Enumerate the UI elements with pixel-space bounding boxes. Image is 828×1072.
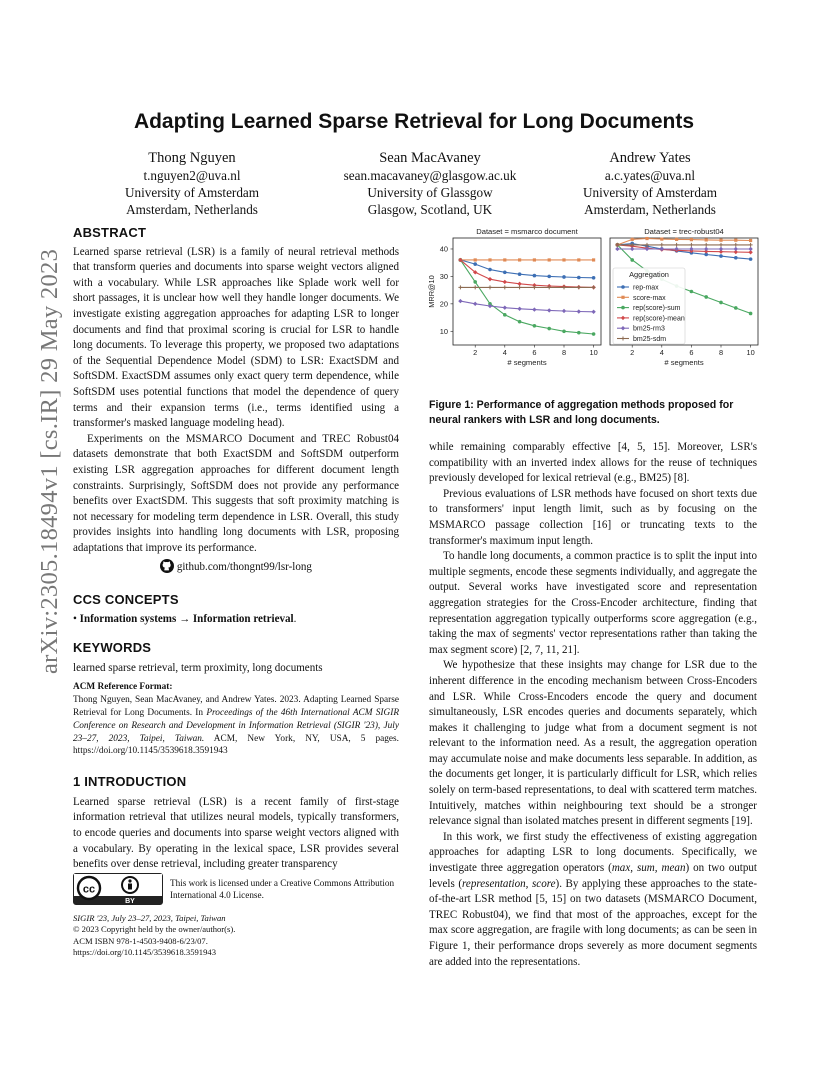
data-point [734,306,738,310]
data-point [719,254,723,258]
x-axis-label: # segments [664,358,704,367]
abstract-paragraph-2: Experiments on the MSMARCO Document and TREC Robust04 datasets demonstrate that both ExactSDM and SoftSDM outperform existing LSR aggregation approaches for different document length constraints. Surprisingly, SoftSDM does not provide any performance benefits over ExactSDM. This suggests that soft proximity matching is not necessary for modeling term dependence in LSR. Overall, this study provides insights into handling long documents with LSR, proposing adaptations that improve its performance. [73,432,399,554]
legend-marker [621,285,625,289]
right-paragraph-5 [429,830,757,970]
data-point [488,268,492,272]
data-point [719,301,723,305]
ccs-concept-b: Information retrieval [192,612,294,625]
footer-venue: SIGIR '23, July 23–27, 2023, Taipei, Taiwan [73,913,226,923]
author-email: a.c.yates@uva.nl [604,168,696,183]
github-link[interactable]: github.com/thongnt99/lsr-long [176,561,312,574]
panel-title: Dataset = msmarco document [476,227,578,236]
figure-caption: Figure 1: Performance of aggregation methods proposed for neural rankers with LSR and long documents. [429,399,734,426]
legend-label: rep(score)-sum [633,305,681,313]
data-point [547,327,551,331]
data-point [533,324,537,328]
right-paragraph-2: Previous evaluations of LSR methods have focused on short texts due to transformers' input length limit, such as by focusing on the MSMARCO passage collection [16] or truncating texts to the transformer's maximum input length. [429,487,757,547]
right-p5-part-a: In this work, we first study the effectiveness of existing aggregation approaches for adapting LSR to long documents. Specifically, we investigate three aggregation operators ( [429,830,757,875]
data-point [749,239,752,242]
data-point [734,256,738,260]
keywords: learned sparse retrieval, term proximity, long documents [73,661,323,674]
abstract-heading: ABSTRACT [73,225,147,240]
data-point [562,329,566,333]
data-point [533,274,537,278]
introduction-heading: 1 INTRODUCTION [73,774,187,790]
github-link-row [73,559,399,579]
data-point [547,275,551,279]
acm-reference-heading: ACM Reference Format: [73,682,173,693]
plot-frame [453,238,601,345]
author-affiliation: University of Glassgow [367,185,493,200]
data-point [503,258,506,261]
author-location: Amsterdam, Netherlands [584,202,716,217]
data-point [690,238,693,241]
right-p5-levels: representation, score [462,877,556,890]
x-axis-label: # segments [507,358,547,367]
x-tick-label: 8 [561,348,567,357]
data-point [734,239,737,242]
legend-title: Aggregation [629,270,669,279]
author-location: Glasgow, Scotland, UK [367,202,493,217]
panel-title: Dataset = trec-robust04 [644,227,724,236]
legend-label: rep-max [633,284,659,292]
footer-doi: https://doi.org/10.1145/3539618.3591943 [73,946,216,957]
y-tick-label: 40 [439,244,448,254]
author-affiliation: University of Amsterdam [582,185,718,200]
author-name: Thong Nguyen [148,150,236,166]
author-name: Andrew Yates [609,150,691,166]
legend-label: bm25-rm3 [633,325,665,333]
data-point [488,258,491,261]
data-point [518,272,522,276]
author-1 [72,149,312,218]
footer-copyright: © 2023 Copyright held by the owner/author(s). [73,924,236,935]
data-point [503,313,507,317]
y-tick-label: 20 [439,299,448,309]
data-point [660,237,663,240]
introduction-paragraph-1: Learned sparse retrieval (LSR) is a recent family of first-stage information retrieval that utilizes neural models, typically transformers, to encode queries and documents into sparse weight vectors aligned with a vocabulary. By operating in the lexical space, LSR provides several benefits over dense retrieval, including greater transparency [73,795,399,871]
right-paragraph-3: To handle long documents, a common practice is to split the input into multiple segments, encode these segments individually, and aggregate the output. Several works have investigated score and representation aggregation strategies for the Cross-Encoder architecture, finding that representation aggregation typically outperforms score aggregation (e.g., taking the max of segments' vector representations rather than taking the max segment score) [2, 7, 11, 21]. [429,550,757,656]
paper-title: Adapting Learned Sparse Retrieval for Long Documents [133,110,695,133]
acm-reference-venue: Proceedings of the 46th International ACM SIGIR Conference on Research and Development in Information Retrieval (SIGIR '23), July 23–27, 2023, Taipei, Taiwan. [73,708,399,744]
data-point [577,276,581,280]
data-point [474,258,477,261]
x-tick-label: 10 [589,348,598,357]
data-point [473,280,477,284]
github-icon [160,559,174,579]
by-text: BY [125,898,135,905]
right-p5-part-b: ) on two output levels ( [429,862,757,890]
x-tick-label: 2 [473,348,478,357]
data-point [645,237,648,240]
data-point [473,262,477,266]
x-tick-label: 4 [659,348,664,357]
data-point [749,257,753,261]
x-tick-label: 8 [718,348,724,357]
data-point [675,238,678,241]
acm-reference-doi: ACM, New York, NY, USA, 5 pages. https://doi.org/10.1145/3539618.3591943 [73,733,399,757]
data-point [562,275,566,279]
data-point [577,331,581,335]
data-point [704,295,708,299]
author-name: Sean MacAvaney [379,150,481,166]
data-point [592,332,596,336]
figure-1-chart [429,224,759,384]
legend-label: score-max [633,294,666,302]
data-point [592,276,596,280]
author-affiliation: University of Amsterdam [124,185,260,200]
data-point [705,238,708,241]
data-point [518,258,521,261]
arxiv-id: arXiv:2305.18494v1 [cs.IR] 29 May 2023 [36,248,63,674]
cc-text: cc [82,883,96,896]
x-tick-label: 6 [532,348,537,357]
right-paragraph-4: We hypothesize that these insights may change for LSR due to the inherent difference in the encoding mechanism between Cross-Encoders and LSR. While Cross-Encoders encode the query and document simultaneously, LSR encodes queries and documents separately, which makes it challenging to judge what from a document segment is not relevant to the information need. As a result, the aggregation operation may accumulate noise and make documents less separable. In addition, as the documents get longer, it is particularly difficult for LSR, which relies solely on term-based representations, to deal with scattered term matches. Intuitively, matches within neighbouring text should be a stronger relevance signal than isolated matches present in different segments [19]. [429,659,757,828]
keywords-heading: KEYWORDS [73,640,152,656]
author-3 [530,149,770,218]
data-point [749,312,753,316]
abstract-paragraph-1: Learned sparse retrieval (LSR) is a family of neural retrieval methods that transform queries and documents into sparse weight vectors aligned with a vocabulary. While LSR approaches like Splade work well for short passages, it is unclear how well they handle longer documents. We investigate existing aggregation approaches for adapting LSR to longer documents and find that proximal scoring is crucial for LSR to handle long documents. To leverage this property, we proposed two adaptations of the Sequential Dependence Model (SDM) to LSR: ExactSDM and SoftSDM. ExactSDM assumes only exact query term dependence, while SoftSDM uses potential functions that model the dependence of query terms and their expansion terms (i.e., terms identified using a transformer's masked language modeling head). [73,245,399,430]
data-point [690,290,694,294]
ccs-concepts: • Information systems → Information retrieval. [73,612,297,625]
data-point [562,258,565,261]
data-point [577,258,580,261]
ccs-concept-a: Information systems [79,612,177,625]
right-p5-operators: max, sum, mean [611,862,686,875]
author-2 [310,149,550,218]
right-paragraph-1: while remaining comparably effective [4, 5, 15]. Moreover, LSR's compatibility with an inverted index allows for the reuse of techniques previously developed for lexical retrieval (e.g., BM25) [8]. [429,441,757,485]
right-column [429,440,757,970]
license-text: This work is licensed under a Creative Commons Attribution International 4.0 License. [170,878,395,900]
data-point [518,320,522,324]
data-point [592,258,595,261]
legend-marker [621,306,625,310]
author-email: t.nguyen2@uva.nl [143,168,241,183]
left-column [73,225,399,873]
data-point [503,270,507,274]
x-tick-label: 2 [630,348,635,357]
legend-label: bm25-sdm [633,336,667,343]
legend-marker [621,296,624,299]
right-p5-part-c: ). By applying these approaches to the state-of-the-art LSR method [5, 15] on two datasets (MSMARCO Document, TREC Robust04), we find that most of the approaches, except for the max score aggregation, are fragile with long documents; as can be seen in Figure 1, their performance drops severely as more document segments are added into the representations. [429,877,757,968]
x-tick-label: 10 [746,348,755,357]
legend-label: rep(score)-mean [633,315,685,323]
author-location: Amsterdam, Netherlands [126,202,258,217]
acm-reference [73,681,399,758]
author-email: sean.macavaney@glasgow.ac.uk [343,168,517,183]
data-point [548,258,551,261]
data-point [719,239,722,242]
ccs-arrow: → [179,612,191,625]
y-tick-label: 30 [439,272,448,282]
data-point [630,258,634,262]
acm-reference-text [73,694,399,758]
x-tick-label: 4 [502,348,507,357]
ccs-heading: CCS CONCEPTS [73,592,179,608]
data-point [631,238,634,241]
footer-isbn: ACM ISBN 978-1-4503-9408-6/23/07. [73,935,208,946]
footer-block [73,913,403,958]
acm-reference-authors: Thong Nguyen, Sean MacAvaney, and Andrew Yates. 2023. Adapting Learned Sparse Retrieval for Long Documents. In [73,695,399,719]
y-tick-label: 10 [439,326,448,336]
x-tick-label: 6 [689,348,694,357]
cc-license-badge [73,873,163,905]
y-axis-label: MRR@10 [427,275,436,308]
data-point [533,258,536,261]
